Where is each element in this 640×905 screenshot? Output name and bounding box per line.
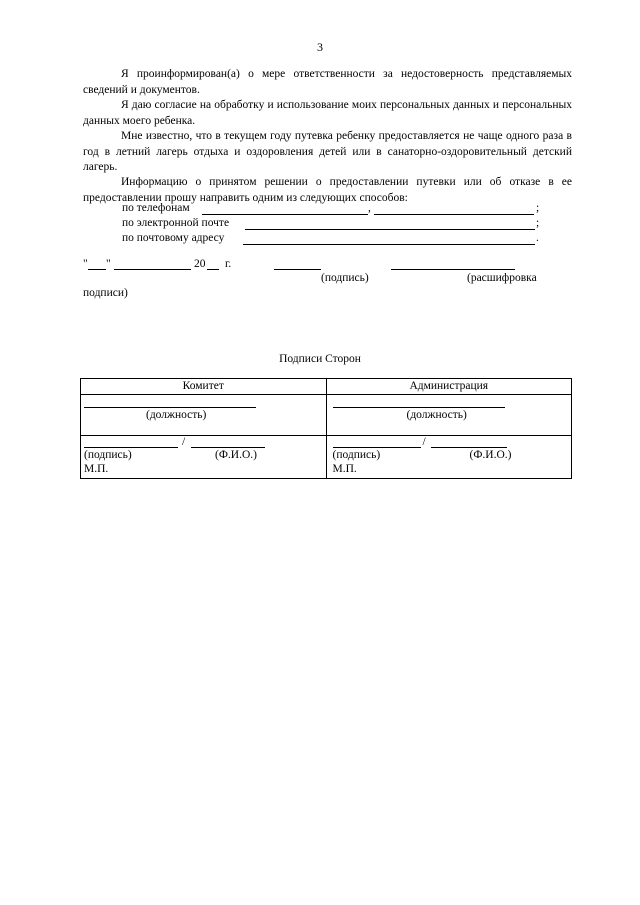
- slash: /: [422, 436, 426, 448]
- signature-caption: (подпись): [332, 449, 381, 461]
- date-quote-open: ": [83, 258, 88, 270]
- year-suffix: г.: [225, 258, 232, 270]
- paragraph-text: Мне известно, что в текущем году путевка ребенку предоставляется не чаще: [121, 130, 503, 142]
- table-header-row: [81, 379, 572, 395]
- page-number: 3: [317, 40, 323, 54]
- administration-position-field[interactable]: [333, 407, 505, 408]
- phone-field-2[interactable]: [374, 214, 534, 215]
- post-label: по почтовому адресу: [122, 232, 225, 244]
- signature-caption: (подпись): [321, 272, 369, 284]
- fio-caption: (Ф.И.О.): [469, 449, 512, 461]
- email-end: ;: [536, 217, 540, 229]
- paragraph-frequency: [83, 129, 572, 176]
- fio-caption: (Ф.И.О.): [215, 449, 257, 461]
- email-label: по электронной почте: [122, 217, 230, 229]
- transcript-field[interactable]: [391, 269, 515, 270]
- month-field[interactable]: [114, 269, 191, 270]
- signature-caption: (подпись): [84, 449, 132, 461]
- day-field[interactable]: [88, 269, 106, 270]
- position-caption: (должность): [406, 409, 467, 421]
- year-prefix: 20: [194, 258, 206, 270]
- date-quote-close: ": [106, 258, 111, 270]
- committee-signature-cell: [81, 436, 327, 479]
- slash: /: [182, 436, 186, 448]
- phone-separator: ,: [368, 202, 371, 214]
- signature-field[interactable]: [274, 269, 321, 270]
- header-administration: Администрация: [326, 379, 572, 395]
- table-signature-row: [81, 436, 572, 479]
- administration-signature-field[interactable]: [333, 447, 421, 448]
- post-end: .: [536, 232, 539, 244]
- phone-end: ;: [536, 202, 540, 214]
- committee-signature-field[interactable]: [84, 447, 178, 448]
- postal-address-field[interactable]: [243, 244, 535, 245]
- table-position-row: [81, 395, 572, 436]
- paragraph-text: сведений и документов.: [83, 83, 200, 96]
- transcript-caption: (расшифровка: [467, 272, 537, 284]
- paragraph-text: одного раза в год в летний лагерь отдыха и оздоровления детей или в санаторно-оздоровительный детский лагерь.: [83, 130, 572, 173]
- administration-fio-field[interactable]: [431, 447, 507, 448]
- administration-position-cell: [326, 395, 572, 436]
- header-committee: Комитет: [81, 379, 327, 395]
- stamp-label: М.П.: [84, 463, 109, 475]
- stamp-label: М.П.: [332, 463, 357, 475]
- paragraph-text: Я даю согласие на обработку и использование моих персональных данных: [121, 99, 490, 111]
- phone-label: по телефонам: [122, 202, 190, 214]
- paragraph-text: в ее предоставлении прошу направить одним из следующих способов:: [83, 176, 573, 204]
- paragraph-consent: [83, 98, 572, 129]
- signatures-table: [80, 378, 572, 479]
- email-field[interactable]: [245, 229, 535, 230]
- transcript-caption-cont: подписи): [83, 287, 128, 299]
- phone-field-1[interactable]: [202, 214, 368, 215]
- paragraph-text: Информацию о принятом решении о предоставлении путевки или об отказе: [121, 176, 541, 188]
- paragraph-text: и персональных данных моего ребенка.: [83, 99, 572, 127]
- committee-fio-field[interactable]: [191, 447, 265, 448]
- paragraph-text: Я проинформирован(а) о мере ответственности за недостоверность представляемых: [121, 68, 572, 80]
- parties-title: Подписи Сторон: [279, 353, 361, 365]
- administration-signature-cell: [326, 436, 572, 479]
- year-field[interactable]: [207, 269, 219, 270]
- committee-position-cell: [81, 395, 327, 436]
- position-caption: (должность): [146, 409, 207, 421]
- committee-position-field[interactable]: [84, 407, 256, 408]
- paragraph-responsibility: [83, 67, 572, 98]
